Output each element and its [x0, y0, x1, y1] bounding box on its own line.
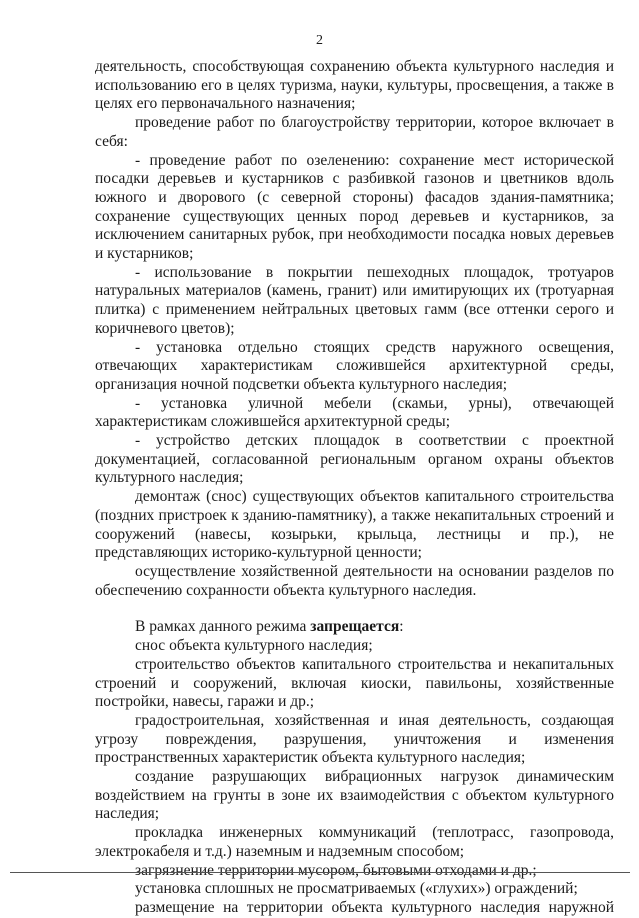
prohibition-item-pollution: загрязнение территории мусором, бытовыми отходами и др.;	[135, 861, 537, 879]
paragraph-landscaping-intro: проведение работ по благоустройству территории, которое включает в себя:	[95, 114, 614, 150]
document-body	[95, 58, 614, 918]
prohibition-item-urban-activity: градостроительная, хозяйственная и иная деятельность, создающая угрозу повреждения, разрушения, уничтожения и изменения пространственных характеристик объекта культурного наследия;	[95, 711, 614, 767]
bottom-rule	[10, 872, 630, 873]
list-item-playgrounds: - устройство детских площадок в соответствии с проектной документацией, согласованной региональным органом охраны объектов культурного наследия;	[95, 432, 614, 487]
prohibition-item-construction: строительство объектов капитального строительства и некапитальных строений и сооружений, включая киоски, павильоны, хозяйственные постройки, навесы, гаражи и др.;	[95, 655, 614, 711]
page-number: 2	[316, 33, 323, 48]
paragraph-economic-activity: осуществление хозяйственной деятельности на основании разделов по обеспечению сохранности объекта культурного наследия.	[95, 562, 614, 599]
list-item-paving: - использование в покрытии пешеходных площадок, тротуаров натуральных материалов (камень, гранит) или имитирующих их (тротуарная плитка) с применением нейтральных цветовых гамм (все оттенки серого и коричневого цветов);	[95, 263, 614, 337]
paragraph-demolition: демонтаж (снос) существующих объектов капитального строительства (поздних пристроек к зданию-памятнику), а также некапитальных строений и сооружений (навесы, козырьки, крыльца, лестницы и пр.), не представляющих историко-культурной ценности;	[95, 488, 614, 562]
prohibition-heading-lead: В рамках данного режима	[135, 618, 311, 636]
paragraph-permitted-activity: деятельность, способствующая сохранению объекта культурного наследия и использованию его в целях туризма, науки, культуры, просвещения, а также в целях его первоначального назначения;	[95, 58, 614, 113]
prohibition-heading-emphasis: запрещается	[310, 618, 400, 636]
prohibition-item-demolition: снос объекта культурного наследия;	[135, 637, 373, 655]
list-item-street-furniture: - установка уличной мебели (скамьи, урны), отвечающей характеристикам сложившейся архитектурной среды;	[95, 394, 614, 431]
prohibition-item-vibration: создание разрушающих вибрационных нагрузок динамическим воздействием на грунты в зоне их взаимодействия с объектом культурного наследия;	[95, 768, 614, 823]
prohibition-heading	[95, 618, 614, 637]
prohibition-item-placement: размещение на территории объекта культурного наследия наружной	[135, 898, 614, 916]
list-item-lighting: - установка отдельно стоящих средств наружного освещения, отвечающих характеристикам сложившейся архитектурной среды, организация ночной подсветки объекта культурного наследия;	[95, 338, 614, 393]
prohibition-item-fences: установка сплошных не просматриваемых («глухих») ограждений;	[135, 880, 578, 898]
list-item-greening: - проведение работ по озеленению: сохранение мест исторической посадки деревьев и кустарников с разбивкой газонов и цветников вдоль южного и дворового (с северной стороны) фасадов здания-памятника; сохранение существующих ценных пород деревьев и кустарников, за исключением санитарных рубок, при необходимости посадка новых деревьев и кустарников;	[95, 151, 614, 263]
prohibition-item-utilities: прокладка инженерных коммуникаций (теплотрасс, газопровода, электрокабеля и т.д.) наземным и надземным способом;	[95, 824, 614, 860]
prohibition-heading-tail: :	[399, 618, 404, 636]
